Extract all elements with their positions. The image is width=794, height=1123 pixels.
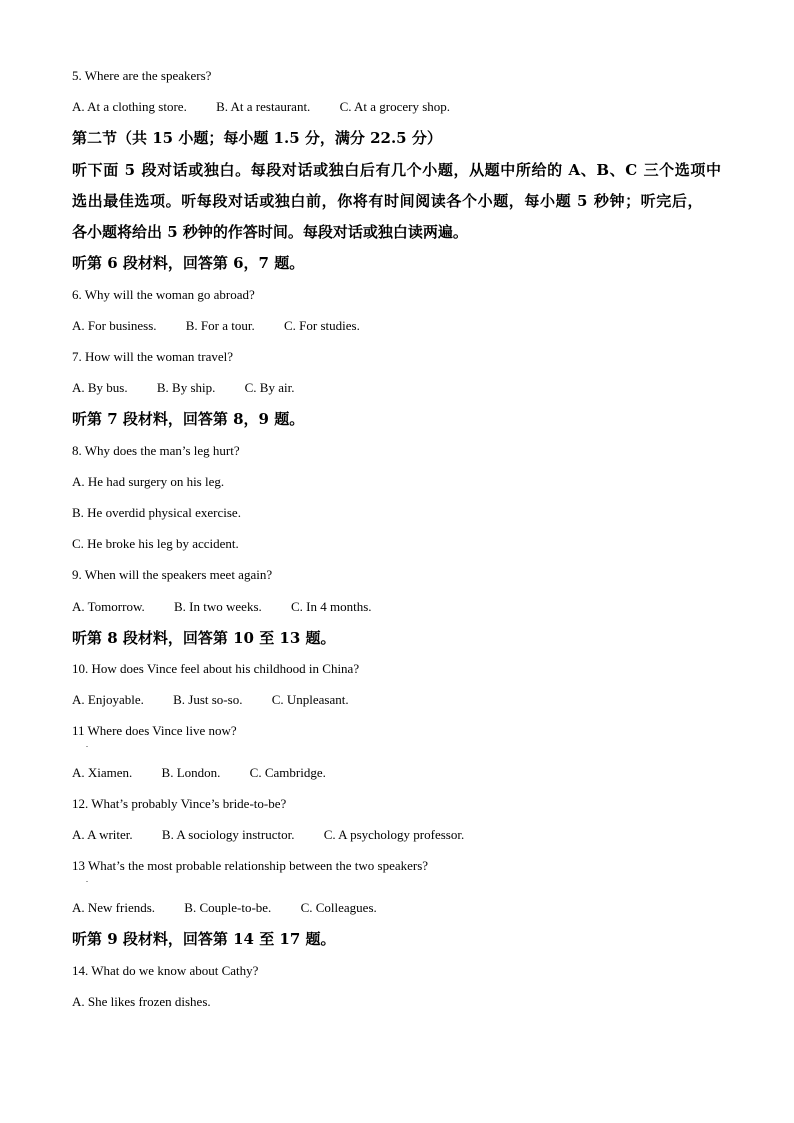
option-a: A. Tomorrow. bbox=[72, 599, 145, 614]
option-a: A. Enjoyable. bbox=[72, 692, 144, 707]
stray-dot-mark: . bbox=[86, 740, 88, 749]
question-7: 7. How will the woman travel? bbox=[72, 349, 234, 364]
stray-dot-mark: . bbox=[86, 875, 88, 884]
option-c: C. At a grocery shop. bbox=[339, 99, 451, 114]
question-8-option-c: C. He broke his leg by accident. bbox=[72, 536, 239, 551]
part-8-header: 听第 8 段材料，回答第 10 至 13 题。 bbox=[72, 629, 336, 647]
option-a: A. Xiamen. bbox=[72, 765, 133, 780]
question-14: 14. What do we know about Cathy? bbox=[72, 963, 259, 978]
option-c: C. A psychology professor. bbox=[323, 827, 465, 842]
option-b: B. Couple-to-be. bbox=[184, 900, 272, 915]
section-title: 第二节（共 15 小题；每小题 1.5 分，满分 22.5 分） bbox=[72, 129, 442, 147]
option-c: C. Unpleasant. bbox=[271, 692, 349, 707]
question-8: 8. Why does the man’s leg hurt? bbox=[72, 443, 240, 458]
question-11: 11 Where does Vince live now? bbox=[72, 723, 237, 738]
option-a: A. New friends. bbox=[72, 900, 156, 915]
option-b: B. At a restaurant. bbox=[216, 99, 311, 114]
question-7-options bbox=[72, 380, 294, 396]
question-11-options bbox=[72, 765, 326, 781]
question-10: 10. How does Vince feel about his childhood in China? bbox=[72, 661, 360, 676]
question-12: 12. What’s probably Vince’s bride-to-be? bbox=[72, 796, 287, 811]
option-b: B. In two weeks. bbox=[174, 599, 262, 614]
question-13: 13 What’s the most probable relationship between the two speakers? bbox=[72, 858, 429, 873]
question-8-option-b: B. He overdid physical exercise. bbox=[72, 505, 241, 520]
instructions-line-3: 各小题将给出 5 秒钟的作答时间。每段对话或独白读两遍。 bbox=[72, 223, 468, 241]
instructions-line-2: 选出最佳选项。听每段对话或独白前，你将有时间阅读各个小题，每小题 5 秒钟；听完后， bbox=[72, 192, 704, 210]
question-5-options bbox=[72, 99, 450, 115]
option-c: C. Colleagues. bbox=[300, 900, 377, 915]
option-b: B. A sociology instructor. bbox=[161, 827, 295, 842]
question-6: 6. Why will the woman go abroad? bbox=[72, 287, 255, 302]
question-10-options bbox=[72, 692, 349, 708]
question-6-options bbox=[72, 318, 360, 334]
part-9-header: 听第 9 段材料，回答第 14 至 17 题。 bbox=[72, 930, 336, 948]
option-c: C. In 4 months. bbox=[291, 599, 372, 614]
option-c: C. For studies. bbox=[284, 318, 360, 333]
option-c: C. By air. bbox=[244, 380, 295, 395]
option-a: A. A writer. bbox=[72, 827, 133, 842]
option-b: B. By ship. bbox=[156, 380, 216, 395]
option-a: A. At a clothing store. bbox=[72, 99, 187, 114]
question-5: 5. Where are the speakers? bbox=[72, 68, 212, 83]
option-b: B. Just so-so. bbox=[173, 692, 243, 707]
option-a: A. For business. bbox=[72, 318, 157, 333]
question-12-options bbox=[72, 827, 464, 843]
option-b: B. London. bbox=[161, 765, 221, 780]
question-9: 9. When will the speakers meet again? bbox=[72, 567, 273, 582]
question-9-options bbox=[72, 599, 372, 615]
question-14-option-a: A. She likes frozen dishes. bbox=[72, 994, 211, 1009]
option-b: B. For a tour. bbox=[185, 318, 255, 333]
question-8-option-a: A. He had surgery on his leg. bbox=[72, 474, 225, 489]
question-13-options bbox=[72, 900, 377, 916]
part-7-header: 听第 7 段材料，回答第 8，9 题。 bbox=[72, 410, 305, 428]
option-c: C. Cambridge. bbox=[249, 765, 326, 780]
option-a: A. By bus. bbox=[72, 380, 128, 395]
instructions-line-1: 听下面 5 段对话或独白。每段对话或独白后有几个小题，从题中所给的 A、B、C 三个选项中 bbox=[72, 161, 722, 179]
part-6-header: 听第 6 段材料，回答第 6，7 题。 bbox=[72, 254, 305, 272]
